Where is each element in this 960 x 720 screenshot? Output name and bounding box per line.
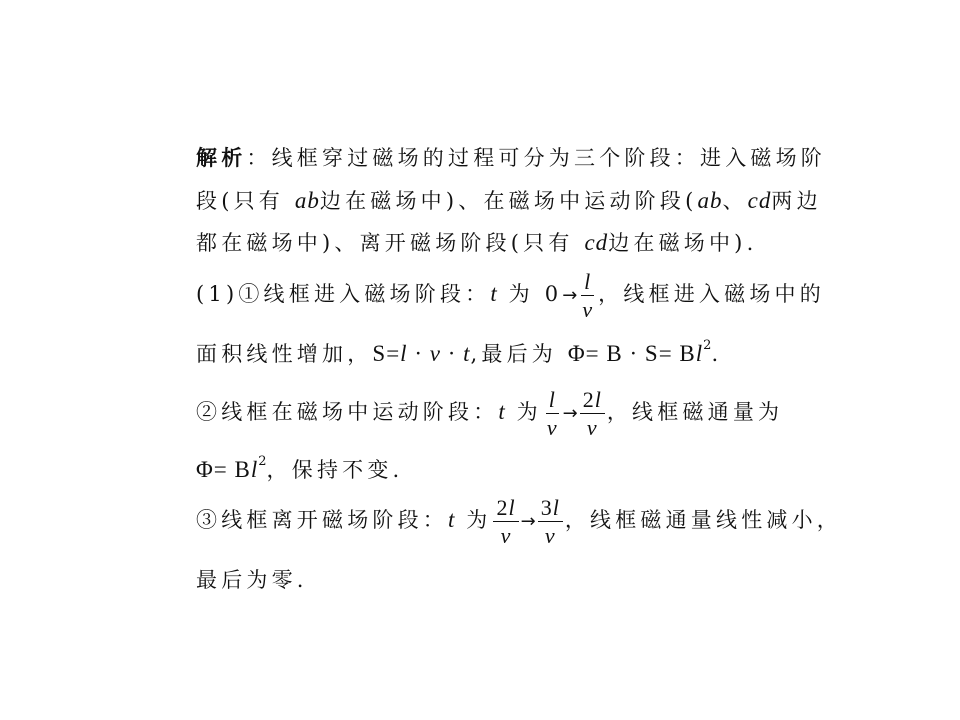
stage3-line-2: 最后为零. bbox=[196, 568, 308, 592]
stage1-line-2: 面积线性增加，S=l · v · t,最后为 $\Phi= B \cdot S= Bl^2$. bbox=[196, 338, 723, 366]
stage1-line-1: (1)①线框进入磁场阶段：t 为 0→ $\frac{l}{v}$ ，线框进入磁场中的 bbox=[196, 269, 825, 323]
var-cd: cd bbox=[747, 188, 772, 213]
analysis-line-1: 解析：线框穿过磁场的过程可分为三个阶段：进入磁场阶 bbox=[196, 145, 827, 170]
fraction-3l-over-v: $\frac{3l}{v}$ bbox=[538, 496, 563, 547]
flux-formula: Φ= B · S= B bbox=[567, 341, 696, 366]
stage2-line-2: $\Phi= Bl^2$，保持不变. bbox=[196, 454, 404, 482]
fraction-2l-over-v: $\frac{2l}{v}$ bbox=[580, 388, 605, 439]
analysis-line-3: 都在磁场中)、离开磁场阶段(只有 cd边在磁场中). bbox=[196, 230, 758, 255]
fraction-l-over-v: $\frac{l}{v}$ bbox=[582, 269, 594, 323]
var-ab: ab bbox=[294, 188, 320, 213]
flux-formula: Φ= B bbox=[196, 457, 251, 482]
fraction-2l-over-v: $\frac{2l}{v}$ bbox=[493, 496, 518, 547]
stage3-line-1: ③线框离开磁场阶段：t 为 $\frac{2l}{v}$ → $\frac{3l}{v}$ ，线框磁通量线性减小， bbox=[196, 495, 843, 549]
fraction-l-over-v: $\frac{l}{v}$ bbox=[546, 387, 558, 441]
analysis-line-2: 段(只有 ab边在磁场中)、在磁场中运动阶段(ab、cd两边 bbox=[196, 188, 822, 213]
stage2-line-1: ②线框在磁场中运动阶段：t 为 $\frac{l}{v}$ → $\frac{2l}{v}$ ，线框磁通量为 bbox=[196, 387, 784, 441]
analysis-label: 解析 bbox=[196, 145, 247, 170]
arrow-symbol: → bbox=[562, 285, 578, 307]
analysis-text: 线框穿过磁场的过程可分为三个阶段：进入磁场阶 bbox=[271, 146, 827, 170]
